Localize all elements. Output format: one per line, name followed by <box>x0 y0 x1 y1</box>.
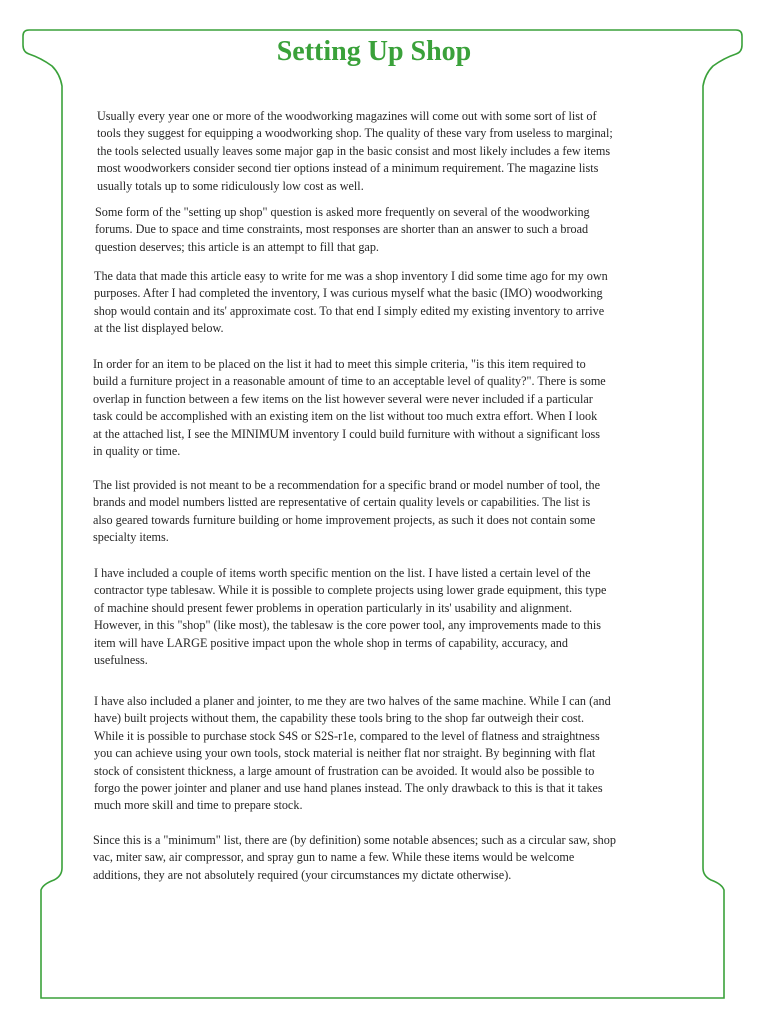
text-line: in quality or time. <box>93 444 181 459</box>
text-line: item will have LARGE positive impact upon the whole shop in terms of capability, accuracy, and <box>94 635 568 650</box>
text-line: much more skill and time to prepare stock. <box>94 798 303 813</box>
paragraph-brands <box>93 477 600 547</box>
text-line: forgo the power jointer and planer and use hand planes instead. The only drawback to this is that it takes <box>94 781 603 796</box>
page-title: Setting Up Shop <box>276 36 472 67</box>
paragraph-planer-jointer <box>94 693 611 815</box>
text-line: of machine should present fewer problems in operation particularly in its' usability and alignment. <box>94 600 573 615</box>
text-line: forums. Due to space and time constraints, most responses are shorter than an answer to such a broad <box>95 222 589 237</box>
text-line: usefulness. <box>94 653 148 668</box>
paragraph-intro <box>97 108 613 195</box>
text-line: build a furniture project in a reasonable amount of time to an acceptable level of quality?". There is some <box>93 374 606 389</box>
text-line: Usually every year one or more of the woodworking magazines will come out with some sort of list of <box>97 109 597 123</box>
text-line: stock of consistent thickness, a large amount of frustration can be avoided. It would also be possible to <box>94 763 595 778</box>
text-line: The list provided is not meant to be a recommendation for a specific brand or model number of tool, the <box>93 478 600 492</box>
text-line: most woodworkers consider second tier options instead of a minimum requirement. The magazine lists <box>97 161 599 176</box>
paragraph-absences <box>93 832 616 884</box>
paragraph-forums <box>95 204 590 256</box>
text-line: While it is possible to purchase stock S4S or S2S-r1e, compared to the level of flatness and straightness <box>94 728 600 743</box>
text-line: also geared towards furniture building or home improvement projects, as such it does not contain some <box>93 512 596 527</box>
paragraph-criteria <box>93 356 606 460</box>
text-line: overlap in function between a few items on the list however several were never included if a particular <box>93 391 593 406</box>
text-line: specialty items. <box>93 530 169 545</box>
text-line: at the list displayed below. <box>94 321 224 336</box>
text-line: contractor type tablesaw. While it is possible to complete projects using lower grade equipment, this type <box>94 583 607 598</box>
paragraph-inventory <box>94 268 608 338</box>
text-line: vac, miter saw, air compressor, and spray gun to name a few. While these items would be welcome <box>93 850 575 865</box>
text-line: usually totals up to some ridiculously low cost as well. <box>97 178 364 193</box>
text-line: Since this is a "minimum" list, there are (by definition) some notable absences; such as a circular saw, shop <box>93 833 616 847</box>
text-line: task could be accomplished with an existing item on the list without too much extra effort. When I look <box>93 409 598 424</box>
text-line: question deserves; this article is an attempt to fill that gap. <box>95 239 379 254</box>
text-line: I have also included a planer and jointer, to me they are two halves of the same machine. While I can (and <box>94 694 611 708</box>
text-line: Some form of the "setting up shop" question is asked more frequently on several of the woodworking <box>95 205 590 219</box>
text-line: additions, they are not absolutely required (your circumstances my dictate otherwise). <box>93 867 512 882</box>
text-line: shop would contain and its' approximate cost. To that end I simply edited my existing inventory to arrive <box>94 303 605 318</box>
text-line: In order for an item to be placed on the list it had to meet this simple criteria, "is this item required to <box>93 357 586 371</box>
text-line: However, in this "shop" (like most), the tablesaw is the core power tool, any improvements made to this <box>94 618 602 633</box>
text-line: tools they suggest for equipping a woodworking shop. The quality of these vary from useless to marginal; <box>97 126 613 141</box>
text-line: at the attached list, I see the MINIMUM inventory I could build furniture with without a significant loss <box>93 426 601 441</box>
text-line: brands and model numbers listted are representative of certain quality levels or capabilities. The list is <box>93 495 591 510</box>
text-line: I have included a couple of items worth specific mention on the list. I have listed a certain level of the <box>94 566 591 580</box>
text-line: the tools selected usually leaves some major gap in the basic consist and most likely includes a few items <box>97 143 611 158</box>
text-line: The data that made this article easy to write for me was a shop inventory I did some time ago for my own <box>94 269 608 283</box>
text-line: purposes. After I had completed the inventory, I was curious myself what the basic (IMO) woodworking <box>94 286 603 301</box>
text-line: have) built projects without them, the capability these tools bring to the shop far outweigh their cost. <box>94 711 585 726</box>
text-line: you can achieve using your own tools, stock material is neither flat nor straight. By beginning with flat <box>94 746 596 761</box>
paragraph-tablesaw <box>94 565 606 669</box>
